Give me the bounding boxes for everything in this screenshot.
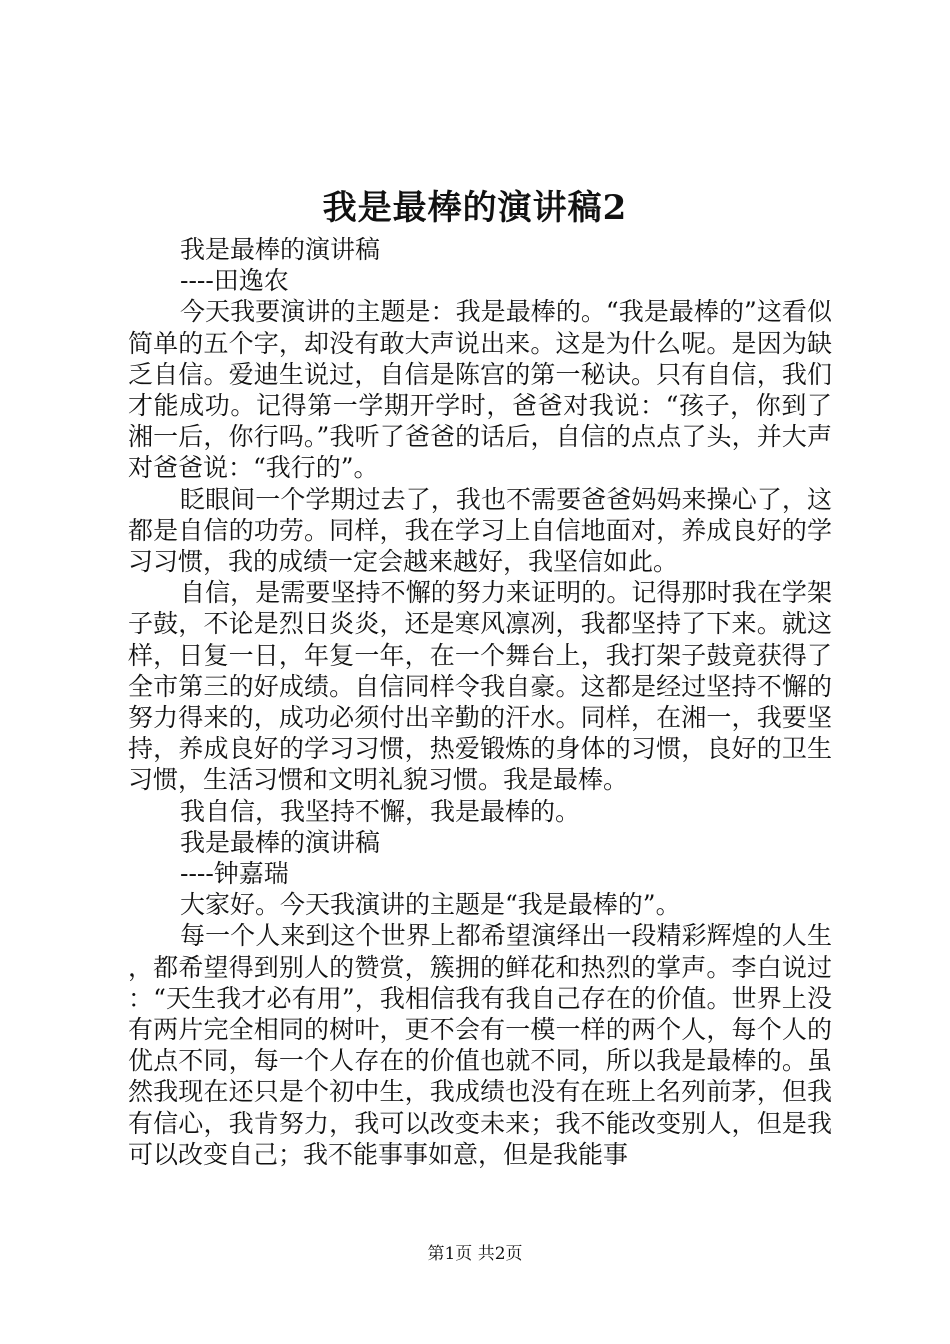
document-title: 我是最棒的演讲稿2	[322, 188, 628, 228]
speech-heading-2: 我是最棒的演讲稿	[180, 827, 381, 857]
paragraph: 眨眼间一个学期过去了，我也不需要爸爸妈妈来操心了，这都是自信的功劳。同样，我在学习上自信地面对，养成良好的学习习惯，我的成绩一定会越来越好，我坚信如此。	[128, 484, 832, 577]
paragraph: 今天我要演讲的主题是：我是最棒的。“我是最棒的”这看似简单的五个字，却没有敢大声说出来。这是为什么呢。是因为缺乏自信。爱迪生说过，自信是陈宫的第一秘诀。只有自信，我们才能成功。记得第一学期开学时，爸爸对我说：“孩子，你到了湘一后，你行吗。”我听了爸爸的话后，自信的点点了头，并大声对爸爸说：“我行的”。	[128, 297, 832, 483]
document-body	[128, 234, 832, 1170]
paragraph: 大家好。今天我演讲的主题是“我是最棒的”。	[180, 890, 681, 920]
speech-heading-1: 我是最棒的演讲稿	[180, 235, 381, 264]
paragraph: 每一个人来到这个世界上都希望演绎出一段精彩辉煌的人生，都希望得到别人的赞赏，簇拥的鲜花和热烈的掌声。李白说过：“天生我才必有用”，我相信我有我自己存在的价值。世界上没有两片完全相同的树叶，更不会有一模一样的两个人，每个人的优点不同，每一个人存在的价值也就不同，所以我是最棒的。虽然我现在还只是个初中生，我成绩也没有在班上名列前茅，但我有信心，我肯努力，我可以改变未来；我不能改变别人，但是我可以改变自己；我不能事事如意，但是我能事	[128, 921, 832, 1169]
paragraph: 我自信，我坚持不懈，我是最棒的。	[180, 796, 581, 826]
speech-author-1: ----田逸农	[180, 266, 289, 296]
speech-author-2: ----钟嘉瑞	[180, 859, 289, 889]
paragraph: 自信，是需要坚持不懈的努力来证明的。记得那时我在学架子鼓，不论是烈日炎炎，还是寒风凛冽，我都坚持了下来。就这样，日复一日，年复一年，在一个舞台上，我打架子鼓竟获得了全市第三的好成绩。自信同样令我自豪。这都是经过坚持不懈的努力得来的，成功必须付出辛勤的汗水。同样，在湘一，我要坚持，养成良好的学习习惯，热爱锻炼的身体的习惯，良好的卫生习惯，生活习惯和文明礼貌习惯。我是最棒。	[128, 578, 832, 795]
page-footer: 第1页 共2页	[427, 1244, 523, 1264]
